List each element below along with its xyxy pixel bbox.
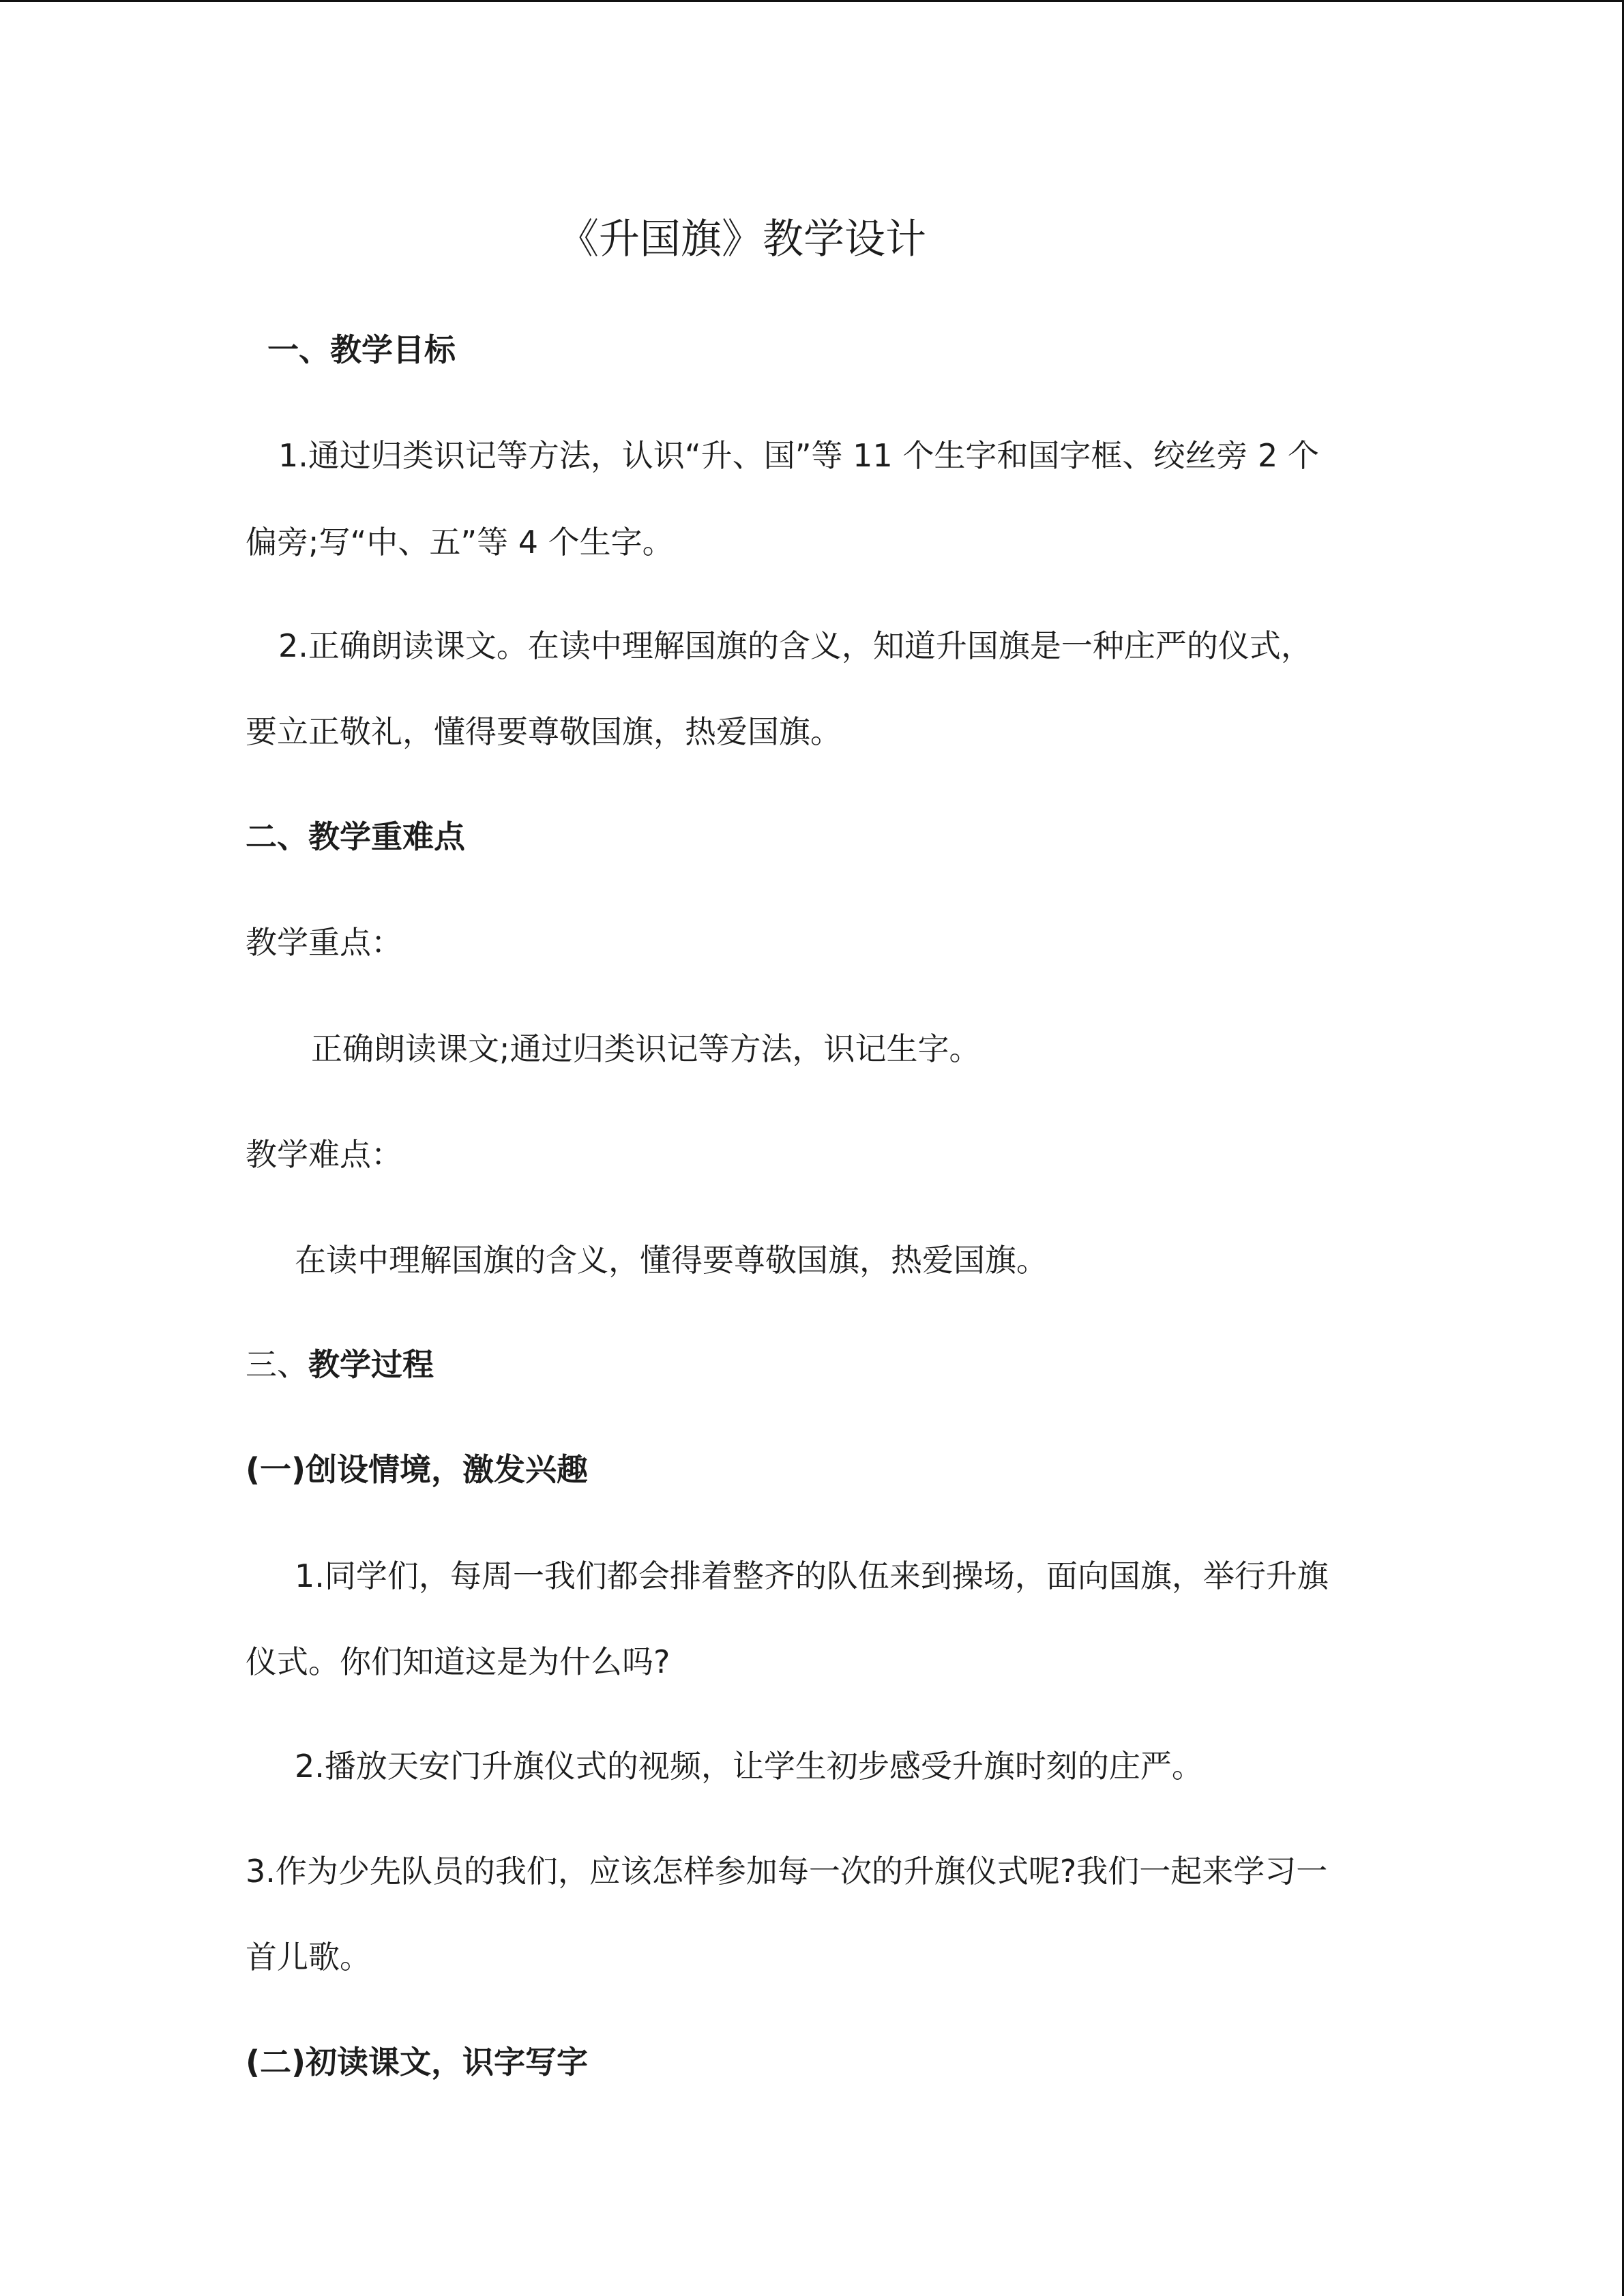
- key-point-label: 教学重点：: [246, 924, 402, 961]
- section-heading-objectives: 一、教学目标: [267, 331, 456, 368]
- section-heading-key-points: 二、教学重难点: [246, 818, 465, 855]
- objective-1-line-1: 1.通过归类识记等方法，认识“升、国”等 11 个生字和国字框、绞丝旁 2 个: [278, 437, 1319, 474]
- key-point-text: 正确朗读课文;通过归类识记等方法，识记生字。: [311, 1030, 981, 1067]
- objective-2-line-2: 要立正敬礼，懂得要尊敬国旗，热爱国旗。: [246, 713, 842, 750]
- objective-1-line-2: 偏旁;写“中、五”等 4 个生字。: [246, 524, 674, 561]
- process-3-line-1: 3.作为少先队员的我们，应该怎样参加每一次的升旗仪式呢?我们一起来学习一: [246, 1853, 1328, 1890]
- section-heading-process: [246, 1344, 434, 1385]
- objective-2-line-1: 2.正确朗读课文。在读中理解国旗的含义，知道升国旗是一种庄严的仪式，: [278, 627, 1312, 664]
- subsection-heading-1: (一)创设情境，激发兴趣: [246, 1451, 589, 1488]
- page-title: 《升国旗》教学设计: [558, 215, 926, 263]
- process-1-line-1: 1.同学们，每周一我们都会排着整齐的队伍来到操场，面向国旗，举行升旗: [295, 1557, 1329, 1594]
- process-2: 2.播放天安门升旗仪式的视频，让学生初步感受升旗时刻的庄严。: [295, 1748, 1203, 1785]
- subsection-heading-2: (二)初读课文，识字写字: [246, 2044, 589, 2081]
- section-heading-process-main: 教学过程: [308, 1346, 434, 1383]
- difficult-point-label: 教学难点：: [246, 1136, 402, 1173]
- section-heading-process-prefix: 三、: [246, 1346, 308, 1383]
- process-1-line-2: 仪式。你们知道这是为什么吗?: [246, 1643, 670, 1680]
- process-3-line-2: 首儿歌。: [246, 1939, 371, 1976]
- difficult-point-text: 在读中理解国旗的含义，懂得要尊敬国旗，热爱国旗。: [295, 1242, 1048, 1279]
